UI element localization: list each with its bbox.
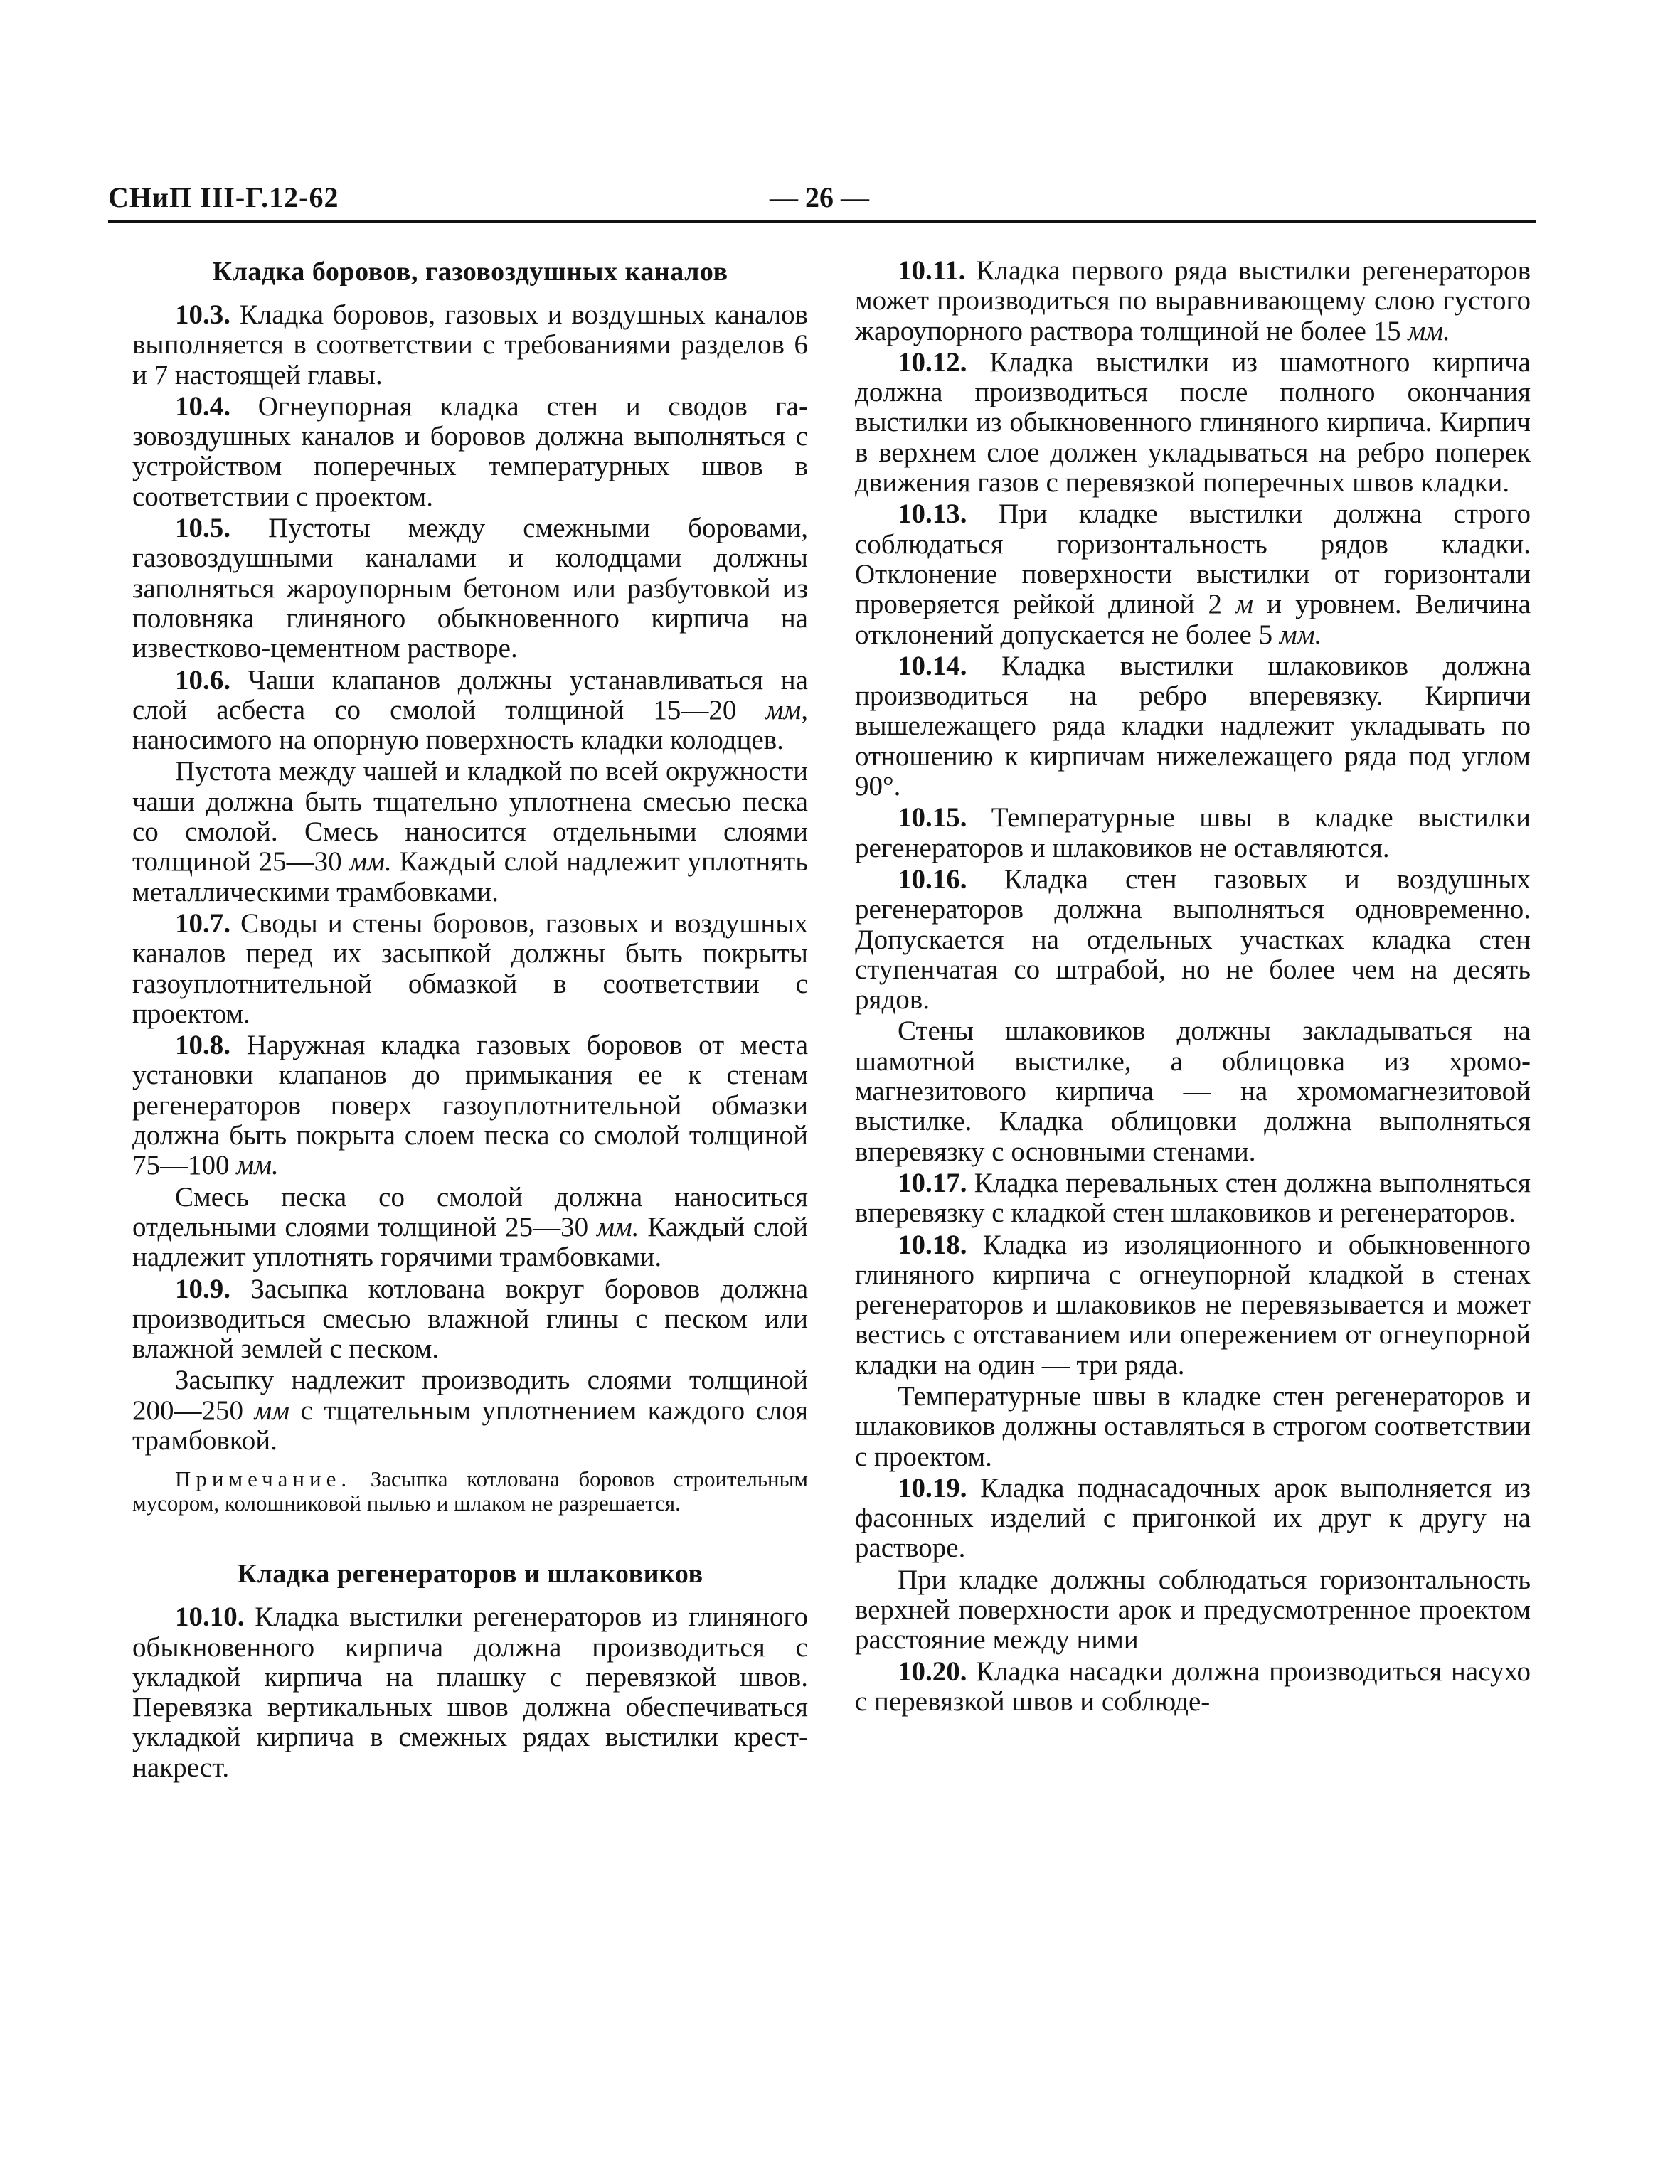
paragraph-number: 10.15. — [898, 802, 967, 833]
paragraph-text: Температурные швы в кладке выстилки регенераторов и шлаковиков не оставляются. — [855, 802, 1531, 863]
paragraph-text: Пустоты между смежными боровами, газовоздушными каналами и колодцами должны заполняться жароупорным бетоном или разбутовкой из половняка глиняного обыкновенного кирпича на известково-цементном растворе. — [132, 513, 808, 664]
note-text: Засыпка котлована боровов строительным мусором, колошниковой пылью и шлаком не разрешается. — [132, 1466, 809, 1516]
paragraph-10-12 — [855, 348, 1531, 498]
unit: мм, — [765, 694, 808, 725]
paragraph-text: с тщательным уплотнением каждого слоя трамбовкой. — [132, 1395, 809, 1456]
paragraph-10-16 — [855, 865, 1531, 1015]
paragraph-10-11 — [855, 256, 1531, 346]
unit: мм — [254, 1395, 290, 1426]
paragraph-text: Кладка выстилки шлаковиков должна производиться на ребро вперевязку. Кирпичи вышележащего ряда кладки надлежит укладывать по отношению к кирпичам нижележащего ряда под углом 90°. — [855, 650, 1531, 802]
paragraph-number: 10.6. — [175, 664, 230, 696]
paragraph-text: Температурные швы в кладке стен регенераторов и шлаковиков должны оставляться в строгом соответствии с проектом. — [855, 1380, 1531, 1472]
paragraph-10-18-continued — [855, 1382, 1531, 1472]
paragraph-10-16-continued — [855, 1016, 1531, 1166]
paragraph-10-20 — [855, 1657, 1531, 1717]
paragraph-number: 10.14. — [898, 650, 967, 681]
page-header — [108, 181, 1536, 216]
paragraph-10-19-continued — [855, 1565, 1531, 1656]
paragraph-10-10 — [132, 1602, 808, 1783]
paragraph-10-6 — [132, 666, 808, 756]
paragraph-number: 10.13. — [898, 499, 967, 530]
paragraph-text: Стены шлаковиков должны закладываться на шамотной выстилке, а облицовка из хромомагнезитового кирпича — на хромомагнезитовой выстилке. Кладка облицовки должна выполняться вперевязку с основными стенами. — [855, 1016, 1531, 1167]
paragraph-text: Кладка поднасадочных арок выполняется из фасонных изделий с пригонкой их друг к другу на растворе. — [855, 1472, 1531, 1564]
section-title-regenerators: Кладка регенераторов и шлаковиков — [237, 1559, 703, 1589]
paragraph-number: 10.18. — [898, 1229, 967, 1260]
paragraph-number: 10.16. — [898, 863, 967, 895]
paragraph-number: 10.4. — [175, 390, 230, 422]
note — [132, 1467, 808, 1516]
paragraph-10-8 — [132, 1030, 808, 1181]
paragraph-10-14 — [855, 651, 1531, 801]
paragraph-text: Кладка первого ряда выстилки регенераторов может производиться по выравнивающему слою густого жароупорного раствора толщиной не более 15 — [855, 255, 1531, 346]
paragraph-number: 10.12. — [898, 346, 967, 378]
paragraph-number: 10.19. — [898, 1472, 967, 1503]
paragraph-10-3 — [132, 300, 808, 390]
paragraph-text: При кладке выстилки должна строго соблюдаться горизонтальность рядов кладки. Отклонение поверхности выстилки от горизонтали проверяется рейкой длиной 2 — [855, 499, 1531, 620]
paragraph-text: Кладка боровов, газовых и воздушных каналов выполняется в соответствии с требованиями разделов 6 и 7 настоящей главы. — [132, 299, 809, 390]
paragraph-text: Наружная кладка газовых боровов от места установки клапанов до примыкания ее к стенам регенераторов поверх газоуплотнительной обмазки должна быть покрыта слоем песка со смолой толщиной 75—100 — [132, 1030, 809, 1181]
paragraph-number: 10.7. — [175, 907, 230, 939]
right-column — [855, 256, 1531, 1717]
unit: мм. — [236, 1150, 279, 1181]
paragraph-number: 10.20. — [898, 1656, 967, 1687]
paragraph-number: 10.11. — [898, 255, 966, 286]
paragraph-text: Кладка выстилки из шамотного кирпича должна производиться после полного окончания выстилки из обыкновенного глиняного кирпича. Кирпич в верхнем слое должен укладываться на ребро поперек движения газов с перевязкой поперечных швов кладки. — [855, 346, 1531, 499]
paragraph-text: наносимого на опорную поверхность кладки колодцев. — [132, 725, 784, 756]
paragraph-10-19 — [855, 1474, 1531, 1564]
paragraph-number: 10.17. — [898, 1167, 967, 1198]
note-label: Примечание. — [175, 1466, 352, 1492]
paragraph-text: Огнеупорная кладка стен и сводов газовоздушных каналов и боровов должна выполняться с устройством поперечных температурных швов в соответствии с проектом. — [132, 390, 808, 512]
paragraph-text: Кладка выстилки регенераторов из глиняного обыкновенного кирпича должна производиться с укладкой кирпича на плашку с перевязкой швов. Перевязка вертикальных швов должна обеспечиваться укладкой кирпича в смежных рядах выстилки крест-накрест. — [132, 1602, 809, 1783]
paragraph-number: 10.8. — [175, 1030, 230, 1061]
paragraph-10-18 — [855, 1230, 1531, 1380]
paragraph-text: Своды и стены боровов, газовых и воздушных каналов перед их засыпкой должны быть покрыты газоуплотнительной обмазкой в соответствии с проектом. — [132, 907, 809, 1029]
paragraph-10-5 — [132, 513, 808, 664]
paragraph-10-4 — [132, 392, 808, 512]
page-number: — 26 — — [770, 181, 869, 213]
unit: мм. — [1279, 619, 1322, 650]
unit: мм. — [1408, 315, 1450, 346]
paragraph-10-6-continued — [132, 757, 808, 907]
paragraph-text: При кладке должны соблюдаться горизонтальность верхней поверхности арок и предусмотренное проектом расстояние между ними — [855, 1564, 1531, 1656]
paragraph-text: Кладка стен газовых и воздушных регенераторов должна выполняться одновременно. Допускается на отдельных участках кладка стен ступенчатая со штрабой, но не более чем на десять рядов. — [855, 863, 1531, 1016]
section-title-flues: Кладка боровов, газовоздушных каналов — [212, 257, 728, 287]
paragraph-10-9 — [132, 1274, 808, 1365]
paragraph-number: 10.5. — [175, 513, 230, 544]
unit: мм. — [349, 846, 392, 878]
paragraph-text: Кладка перевальных стен должна выполняться вперевязку с кладкой стен шлаковиков и регенераторов. — [855, 1167, 1531, 1229]
paragraph-text: Кладка насадки должна производиться насухо с перевязкой швов и соблюде- — [855, 1656, 1531, 1717]
paragraph-10-15 — [855, 803, 1531, 863]
paragraph-text: Засыпку надлежит производить слоями толщиной 200—250 — [132, 1365, 808, 1426]
paragraph-text: Кладка из изоляционного и обыкновенного глиняного кирпича с огнеупорной кладкой в стенах регенераторов и шлаковиков не перевязывается и может вестись с отставанием или опережением от огнеупорной кладки на один — три ряда. — [855, 1229, 1531, 1380]
paragraph-text: Каждый слой надлежит уплотнять горячими трамбовками. — [132, 1211, 808, 1273]
paragraph-text: Пустота между чашей и кладкой по всей окружности чаши должна быть тщательно уплотнена смесью песка со смолой. Смесь наносится отдельными слоями толщиной 25—30 — [132, 756, 808, 878]
unit: мм. — [597, 1211, 639, 1242]
paragraph-10-13 — [855, 499, 1531, 649]
paragraph-number: 10.10. — [175, 1602, 245, 1633]
paragraph-10-9-continued — [132, 1365, 808, 1456]
paragraph-number: 10.3. — [175, 299, 230, 330]
paragraph-10-7 — [132, 909, 808, 1029]
paragraph-number: 10.9. — [175, 1273, 230, 1304]
paragraph-text: Каждый слой надлежит уплотнять металлическими трамбовками. — [132, 846, 808, 907]
paragraph-10-8-continued — [132, 1183, 808, 1273]
header-rule — [108, 220, 1536, 223]
paragraph-text: Смесь песка со смолой должна наноситься отдельными слоями толщиной 25—30 — [132, 1181, 808, 1242]
document-code: СНиП III-Г.12-62 — [108, 181, 339, 213]
paragraph-10-17 — [855, 1168, 1531, 1229]
paragraph-text: и уровнем. Величина отклонений допускается не более 5 — [855, 589, 1531, 650]
left-column — [132, 256, 808, 1783]
paragraph-text: Засыпка котлована вокруг боровов должна производиться смесью влажной глины с песком или влажной землей с песком. — [132, 1273, 809, 1365]
unit: м — [1235, 589, 1254, 620]
paragraph-text: Чаши клапанов должны устанавливаться на слой асбеста со смолой толщиной 15—20 — [132, 664, 808, 725]
